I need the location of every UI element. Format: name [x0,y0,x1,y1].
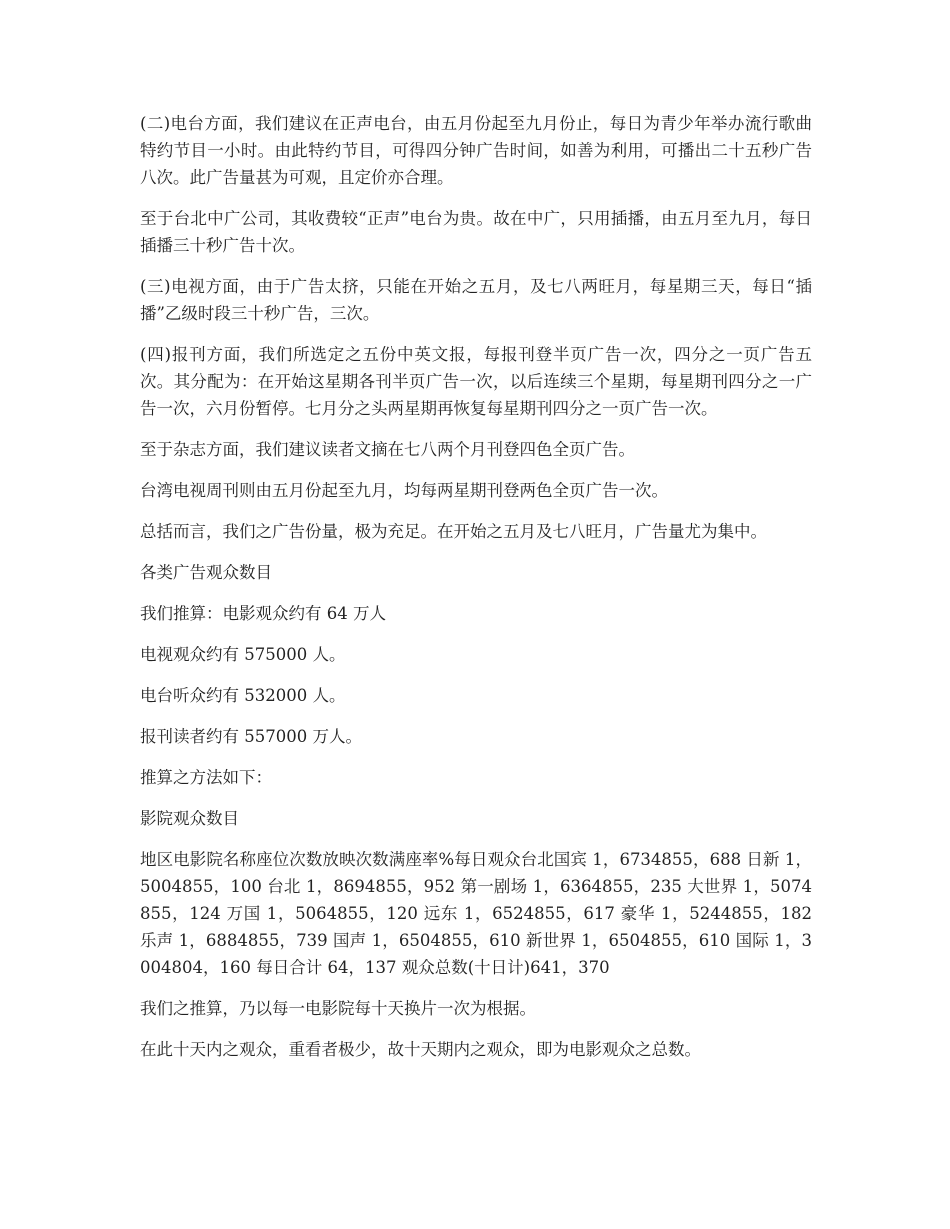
document-body [140,110,812,1077]
paragraph-tv: (三)电视方面，由于广告太挤，只能在开始之五月，及七八两旺月，每星期三天，每日“插播”乙级时段三十秒广告，三次。 [140,277,812,323]
paragraph-magazine: 至于杂志方面，我们建议读者文摘在七八两个月刊登四色全页广告。 [140,440,635,459]
paragraph-cinema-table: 地区电影院名称座位次数放映次数满座率%每日观众台北国宾 1，6734855，688 日新 1，5004855，100 台北 1，8694855，952 第一剧场 1，6364855，235 大世界 1，5074855，124 万国 1，5064855，120 远东 1，6524855，617 豪华 1，5244855，182 乐声 1，6884855，739 国声 1，6504855，610 新世界 1，6504855，610 国际 1，3004804，160 每日合计 64，137 观众总数(十日计)641，370 [140,850,812,977]
paragraph-tv-weekly: 台湾电视周刊则由五月份起至九月，均每两星期刊登两色全页广告一次。 [140,481,668,500]
paragraph-movie-audience: 我们推算：电影观众约有 64 万人 [140,604,386,623]
section-heading-cinema: 影院观众数目 [140,809,239,828]
paragraph-method-intro: 推算之方法如下： [140,768,272,787]
paragraph-bcc: 至于台北中广公司，其收费较“正声”电台为贵。故在中广，只用插播，由五月至九月，每日插播三十秒广告十次。 [140,209,812,255]
paragraph-summary: 总括而言，我们之广告份量，极为充足。在开始之五月及七八旺月，广告量尤为集中。 [140,522,767,541]
paragraph-total-audience: 在此十天内之观众，重看者极少，故十天期内之观众，即为电影观众之总数。 [140,1040,701,1059]
paragraph-newspaper: (四)报刊方面，我们所选定之五份中英文报，每报刊登半页广告一次，四分之一页广告五次。其分配为：在开始这星期各刊半页广告一次，以后连续三个星期，每星期刊四分之一广告一次，六月份暂停。七月分之头两星期再恢复每星期刊四分之一页广告一次。 [140,345,812,418]
paragraph-estimation-basis: 我们之推算，乃以每一电影院每十天换片一次为根据。 [140,999,536,1018]
paragraph-radio: (二)电台方面，我们建议在正声电台，由五月份起至九月份止，每日为青少年举办流行歌曲特约节目一小时。由此特约节目，可得四分钟广告时间，如善为利用，可播出二十五秒广告八次。此广告量甚为可观，且定价亦合理。 [140,114,812,187]
section-heading-audience: 各类广告观众数目 [140,563,272,582]
paragraph-tv-audience: 电视观众约有 575000 人。 [140,645,346,664]
paragraph-radio-audience: 电台听众约有 532000 人。 [140,686,346,705]
paragraph-print-readers: 报刊读者约有 557000 万人。 [140,727,362,746]
